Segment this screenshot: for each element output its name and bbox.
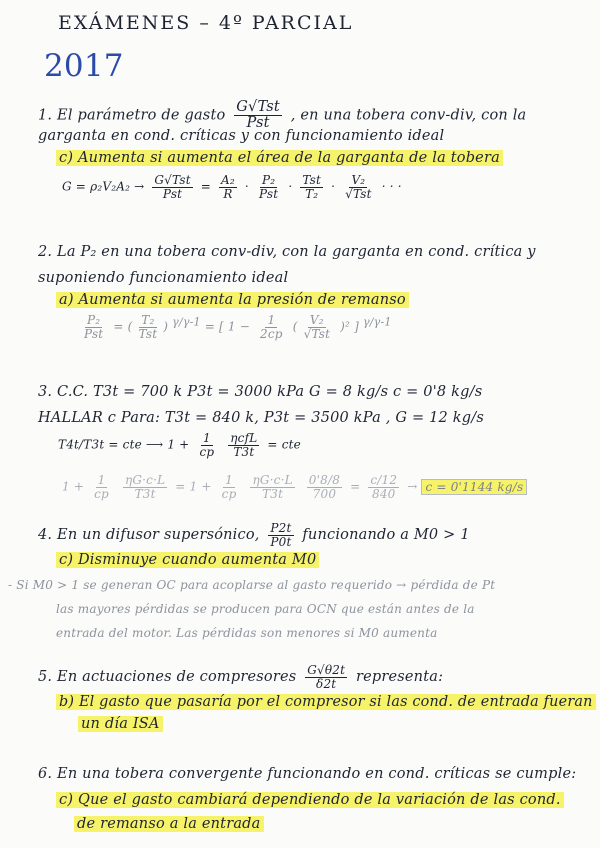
q3-l4i-num: c/12 bbox=[370, 473, 398, 487]
q3-l3c-den: T3t bbox=[233, 444, 255, 459]
q3-l4-frac-c bbox=[123, 474, 167, 500]
q1-f5-num: V₂ bbox=[351, 173, 366, 187]
q1-f4-den: T₂ bbox=[305, 186, 319, 201]
q2-f-exponent: γ/γ-1 bbox=[172, 315, 201, 329]
q2-answer bbox=[56, 292, 409, 308]
q3-line2: HALLAR c Para: T3t = 840 k, P3t = 3500 kPa , G = 12 kg/s bbox=[38, 410, 484, 426]
q3-l4c-den: T3t bbox=[134, 486, 156, 501]
q1-formula-lhs: G = ρ₂V₂A₂ → bbox=[62, 179, 145, 194]
q1-formula-frac4 bbox=[300, 174, 323, 200]
q3-l4-frac-e bbox=[220, 474, 239, 500]
q1-mfp-numerator: G√Tst bbox=[236, 99, 280, 115]
q3-l4a: 1 + bbox=[62, 479, 85, 494]
q1-f2-num: A₂ bbox=[221, 173, 235, 187]
q3-l4b-num: 1 bbox=[97, 473, 106, 487]
q2-formula: $\frac{\text{P₂}}{\text{Pst}}$ = ( $\frac{\text{T₂}}{\text{Tst}}$ ) $^{\gamma/\gamma-1}$ = [ 1 − $\frac{1}{2cp}$ ( $\frac{\text{V₂}}{\text{√Tst}}$ )² ] $^{\gamma/\gamma-1}$ bbox=[84, 313, 392, 341]
q1-formula bbox=[62, 174, 402, 200]
q4-stem-b: funcionando a M0 > 1 bbox=[302, 527, 470, 544]
q3-l3-frac2 bbox=[228, 432, 259, 458]
page-title: EXÁMENES – 4º PARCIAL bbox=[58, 12, 354, 34]
q1-formula-eq: = bbox=[200, 179, 211, 194]
q1-stem-b: , en una tobera conv-div, con la bbox=[290, 107, 527, 124]
q1-mfp-denominator: Pst bbox=[246, 115, 270, 132]
q1-formula-dot2: · bbox=[288, 179, 293, 194]
q1-formula-frac1 bbox=[152, 174, 192, 200]
q3-l4-frac-f bbox=[250, 474, 294, 500]
q1-f4-num: Tst bbox=[302, 173, 322, 187]
q6-answer2 bbox=[74, 816, 264, 832]
q2-f-close: )² ] bbox=[340, 319, 359, 334]
q3-l3-frac1 bbox=[197, 432, 216, 458]
q5-answer1-highlight: b) El gasto que pasaría por el compresor si las cond. de entrada fueran bbox=[56, 694, 596, 710]
q3-l4e-den: cp bbox=[221, 486, 237, 501]
q1-answer bbox=[56, 150, 503, 166]
q2-fb-num: T₂ bbox=[141, 313, 155, 327]
q2-fc-num: 1 bbox=[267, 313, 276, 327]
q2-line2: suponiendo funcionamiento ideal bbox=[38, 270, 289, 286]
q4-pressure-ratio bbox=[268, 522, 293, 548]
q2-f-frac-a bbox=[82, 314, 105, 340]
q4-note3: entrada del motor. Las pérdidas son menores si M0 aumenta bbox=[56, 626, 438, 640]
q1-formula-tail: · · · bbox=[381, 179, 402, 194]
q2-fa-num: P₂ bbox=[87, 313, 101, 327]
q2-f-eq1: = bbox=[113, 319, 124, 334]
q2-f-eq2: = [ 1 − bbox=[204, 319, 251, 334]
q2-fb-den: Tst bbox=[138, 326, 158, 341]
q3-l4g-num: 0'8/8 bbox=[308, 473, 341, 487]
q5-corrected-flow bbox=[305, 664, 347, 690]
q2-fd-num: V₂ bbox=[309, 313, 324, 327]
q4-ratio-num: P2t bbox=[270, 521, 292, 535]
q3-line3 bbox=[58, 432, 301, 458]
q3-l4d: = 1 + bbox=[175, 479, 212, 494]
q3-l4-frac-b bbox=[92, 474, 111, 500]
q3-l4f-den: T3t bbox=[262, 486, 284, 501]
q2-f-frac-b bbox=[137, 314, 160, 340]
q3-l4j: → bbox=[407, 479, 418, 494]
q3-answer-box: c = 0'1144 kg/s bbox=[421, 479, 527, 495]
q2-fa-den: Pst bbox=[84, 326, 104, 341]
q2-answer-highlight: a) Aumenta si aumenta la presión de remanso bbox=[56, 292, 409, 308]
q1-formula-frac2 bbox=[219, 174, 237, 200]
q1-f3-den: Pst bbox=[258, 186, 279, 201]
q1-f1-den: Pst bbox=[162, 186, 183, 201]
q1-formula-dot3: · bbox=[331, 179, 336, 194]
q2-f-frac-c bbox=[258, 314, 285, 340]
q3-l4g-den: 700 bbox=[312, 486, 337, 501]
q3-l4b-den: cp bbox=[94, 486, 109, 501]
q6-answer1 bbox=[56, 792, 564, 808]
q3-l3b-num: 1 bbox=[202, 431, 211, 445]
q1-stem-a: 1. El parámetro de gasto bbox=[38, 107, 226, 124]
q5-frac-num: G√θ2t bbox=[307, 663, 346, 677]
q1-mass-flow-parameter bbox=[234, 100, 282, 131]
q1-f3-num: P₂ bbox=[261, 173, 276, 187]
q5-answer1 bbox=[56, 694, 596, 710]
q1-f2-den: R bbox=[223, 186, 233, 201]
q1-formula-dot1: · bbox=[244, 179, 249, 194]
q3-l3d: = cte bbox=[267, 437, 301, 452]
q1-f1-num: G√Tst bbox=[154, 173, 191, 187]
q3-l4-frac-i bbox=[368, 474, 399, 500]
q5-line1 bbox=[38, 664, 443, 690]
q4-answer-highlight: c) Disminuye cuando aumenta M0 bbox=[56, 552, 319, 568]
q2-f-exponent2: γ/γ-1 bbox=[362, 315, 392, 329]
q3-line1: 3. C.C. T3t = 700 k P3t = 3000 kPa G = 8 kg/s c = 0'8 kg/s bbox=[38, 384, 483, 400]
q1-answer-highlight: c) Aumenta si aumenta el área de la garganta de la tobera bbox=[56, 150, 503, 166]
q1-formula-frac5 bbox=[343, 174, 374, 200]
q5-answer2 bbox=[78, 716, 163, 732]
q1-line1 bbox=[38, 100, 526, 131]
q5-frac-den: δ2t bbox=[316, 676, 337, 691]
q6-answer2-highlight: de remanso a la entrada bbox=[74, 816, 264, 832]
q3-l3c-num: ηcfL bbox=[230, 431, 258, 445]
q1-f5-den: √Tst bbox=[345, 186, 372, 201]
q4-line1 bbox=[38, 522, 470, 548]
q3-l4h: = bbox=[350, 479, 361, 494]
q3-l4e-num: 1 bbox=[225, 473, 233, 487]
q3-l3b-den: cp bbox=[199, 444, 215, 459]
q5-answer2-highlight: un día ISA bbox=[78, 716, 163, 732]
q4-stem-a: 4. En un difusor supersónico, bbox=[38, 527, 260, 544]
q3-l4-frac-g bbox=[307, 474, 342, 500]
q3-l4c-num: ηG·c·L bbox=[124, 473, 166, 487]
q1-formula-frac3 bbox=[257, 174, 280, 200]
q2-fc-den: 2cp bbox=[260, 326, 283, 341]
q2-fd-den: √Tst bbox=[303, 326, 331, 341]
q4-answer bbox=[56, 552, 319, 568]
q4-ratio-den: P0t bbox=[270, 534, 292, 549]
q5-stem-b: representa: bbox=[355, 669, 444, 686]
q3-l3a: T4t/T3t = cte ⟶ 1 + bbox=[58, 437, 190, 452]
year-label: 2017 bbox=[44, 48, 124, 84]
q5-stem-a: 5. En actuaciones de compresores bbox=[38, 669, 297, 686]
q2-f-frac-d bbox=[302, 314, 333, 340]
q3-l4i-den: 840 bbox=[372, 486, 396, 501]
q6-line1: 6. En una tobera convergente funcionando en cond. críticas se cumple: bbox=[38, 766, 577, 782]
q3-line4 bbox=[62, 474, 527, 500]
q6-answer1-highlight: c) Que el gasto cambiará dependiendo de la variación de las cond. bbox=[56, 792, 564, 808]
q2-line1: 2. La P₂ en una tobera conv-div, con la garganta en cond. crítica y bbox=[38, 244, 536, 260]
q3-l4f-num: ηG·c·L bbox=[252, 473, 293, 487]
q4-note1: - Si M0 > 1 se generan OC para acoplarse al gasto requerido → pérdida de Pt bbox=[8, 578, 496, 592]
q4-note2: las mayores pérdidas se producen para OCN que están antes de la bbox=[56, 602, 475, 616]
q1-line2: garganta en cond. críticas y con funcionamiento ideal bbox=[38, 128, 445, 144]
